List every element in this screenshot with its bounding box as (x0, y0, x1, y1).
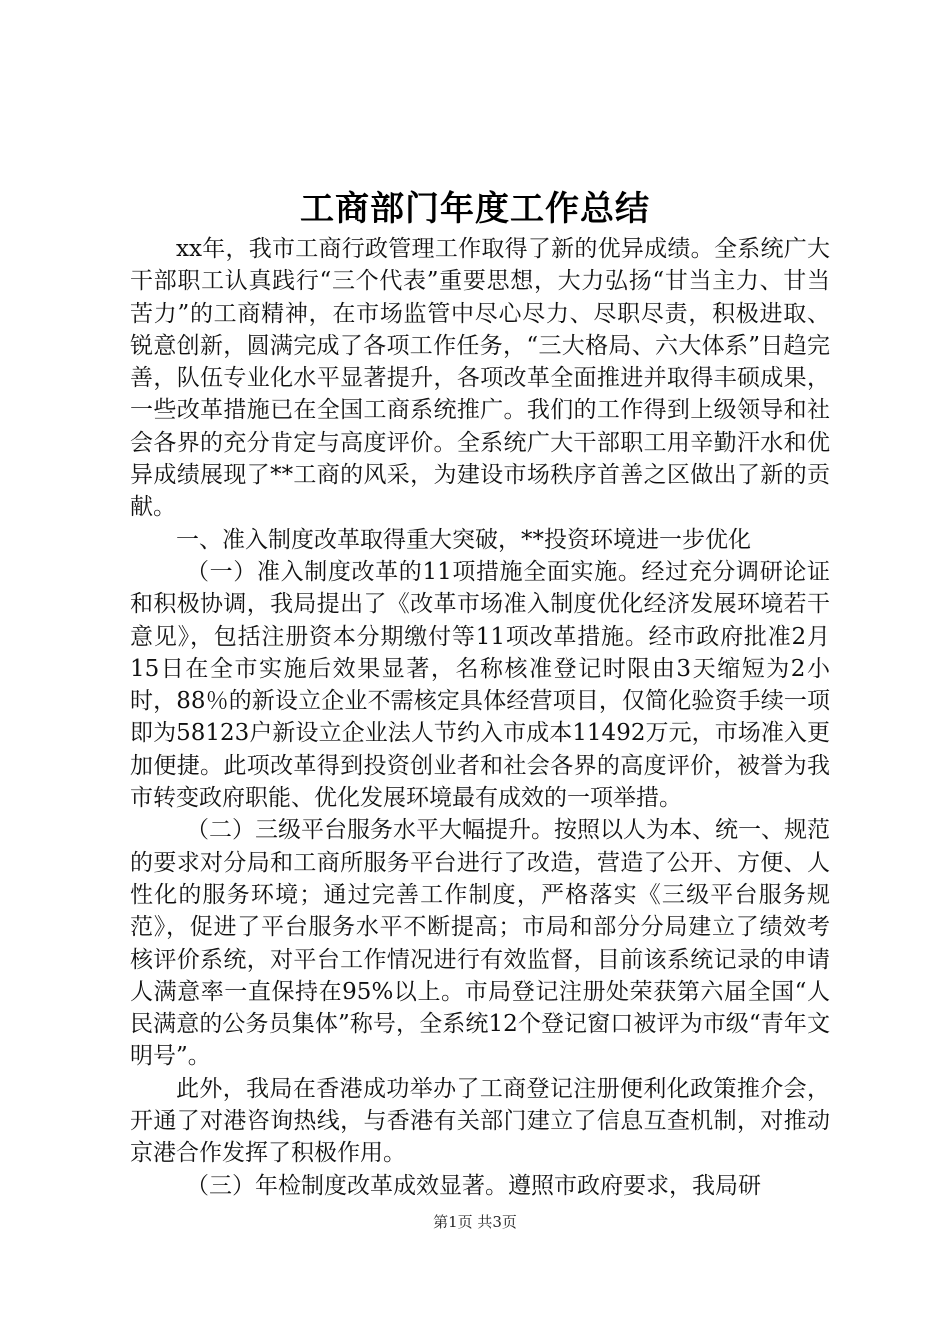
document-title: 工商部门年度工作总结 (300, 189, 650, 229)
paragraph-intro: xx年，我市工商行政管理工作取得了新的优异成绩。全系统广大干部职工认真践行“三个代表”重要思想，大力弘扬“甘当主力、甘当苦力”的工商精神，在市场监管中尽心尽力、尽职尽责，积极进取、锐意创新，圆满完成了各项工作任务，“三大格局、六大体系”日趋完善，队伍专业化水平显著提升，各项改革全面推进并取得丰硕成果，一些改革措施已在全国工商系统推广。我们的工作得到上级领导和社会各界的充分肯定与高度评价。全系统广大干部职工用辛勤汗水和优异成绩展现了**工商的风采，为建设市场秩序首善之区做出了新的贡献。 (130, 236, 830, 521)
page-footer: 第1页 共3页 (433, 1213, 517, 1231)
paragraph-item-1: （一）准入制度改革的11项措施全面实施。经过充分调研论证和积极协调，我局提出了《改革市场准入制度优化经济发展环境若干意见》，包括注册资本分期缴付等11项改革措施。经市政府批准2月15日在全市实施后效果显著，名称核准登记时限由3天缩短为2小时，88％的新设立企业不需核定具体经营项目，仅简化验资手续一项即为58123户新设立企业法人节约入市成本11492万元，市场准入更加便捷。此项改革得到投资创业者和社会各界的高度评价，被誉为我市转变政府职能、优化发展环境最有成效的一项举措。 (130, 558, 830, 812)
document-body (130, 233, 830, 1202)
section-heading-1: 一、准入制度改革取得重大突破，**投资环境进一步优化 (176, 526, 751, 553)
paragraph-item-2: （二）三级平台服务水平大幅提升。按照以人为本、统一、规范的要求对分局和工商所服务平台进行了改造，营造了公开、方便、人性化的服务环境；通过完善工作制度，严格落实《三级平台服务规范》，促进了平台服务水平不断提高；市局和部分分局建立了绩效考核评价系统，对平台工作情况进行有效监督，目前该系统记录的申请人满意率一直保持在95%以上。市局登记注册处荣获第六届全国“人民满意的公务员集体”称号，全系统12个登记窗口被评为市级“青年文明号”。 (130, 817, 830, 1070)
paragraph-additional: 此外，我局在香港成功举办了工商登记注册便利化政策推介会，开通了对港咨询热线，与香港有关部门建立了信息互查机制，对推动京港合作发挥了积极作用。 (130, 1075, 830, 1167)
paragraph-item-3: （三）年检制度改革成效显著。遵照市政府要求，我局研 (186, 1172, 761, 1199)
